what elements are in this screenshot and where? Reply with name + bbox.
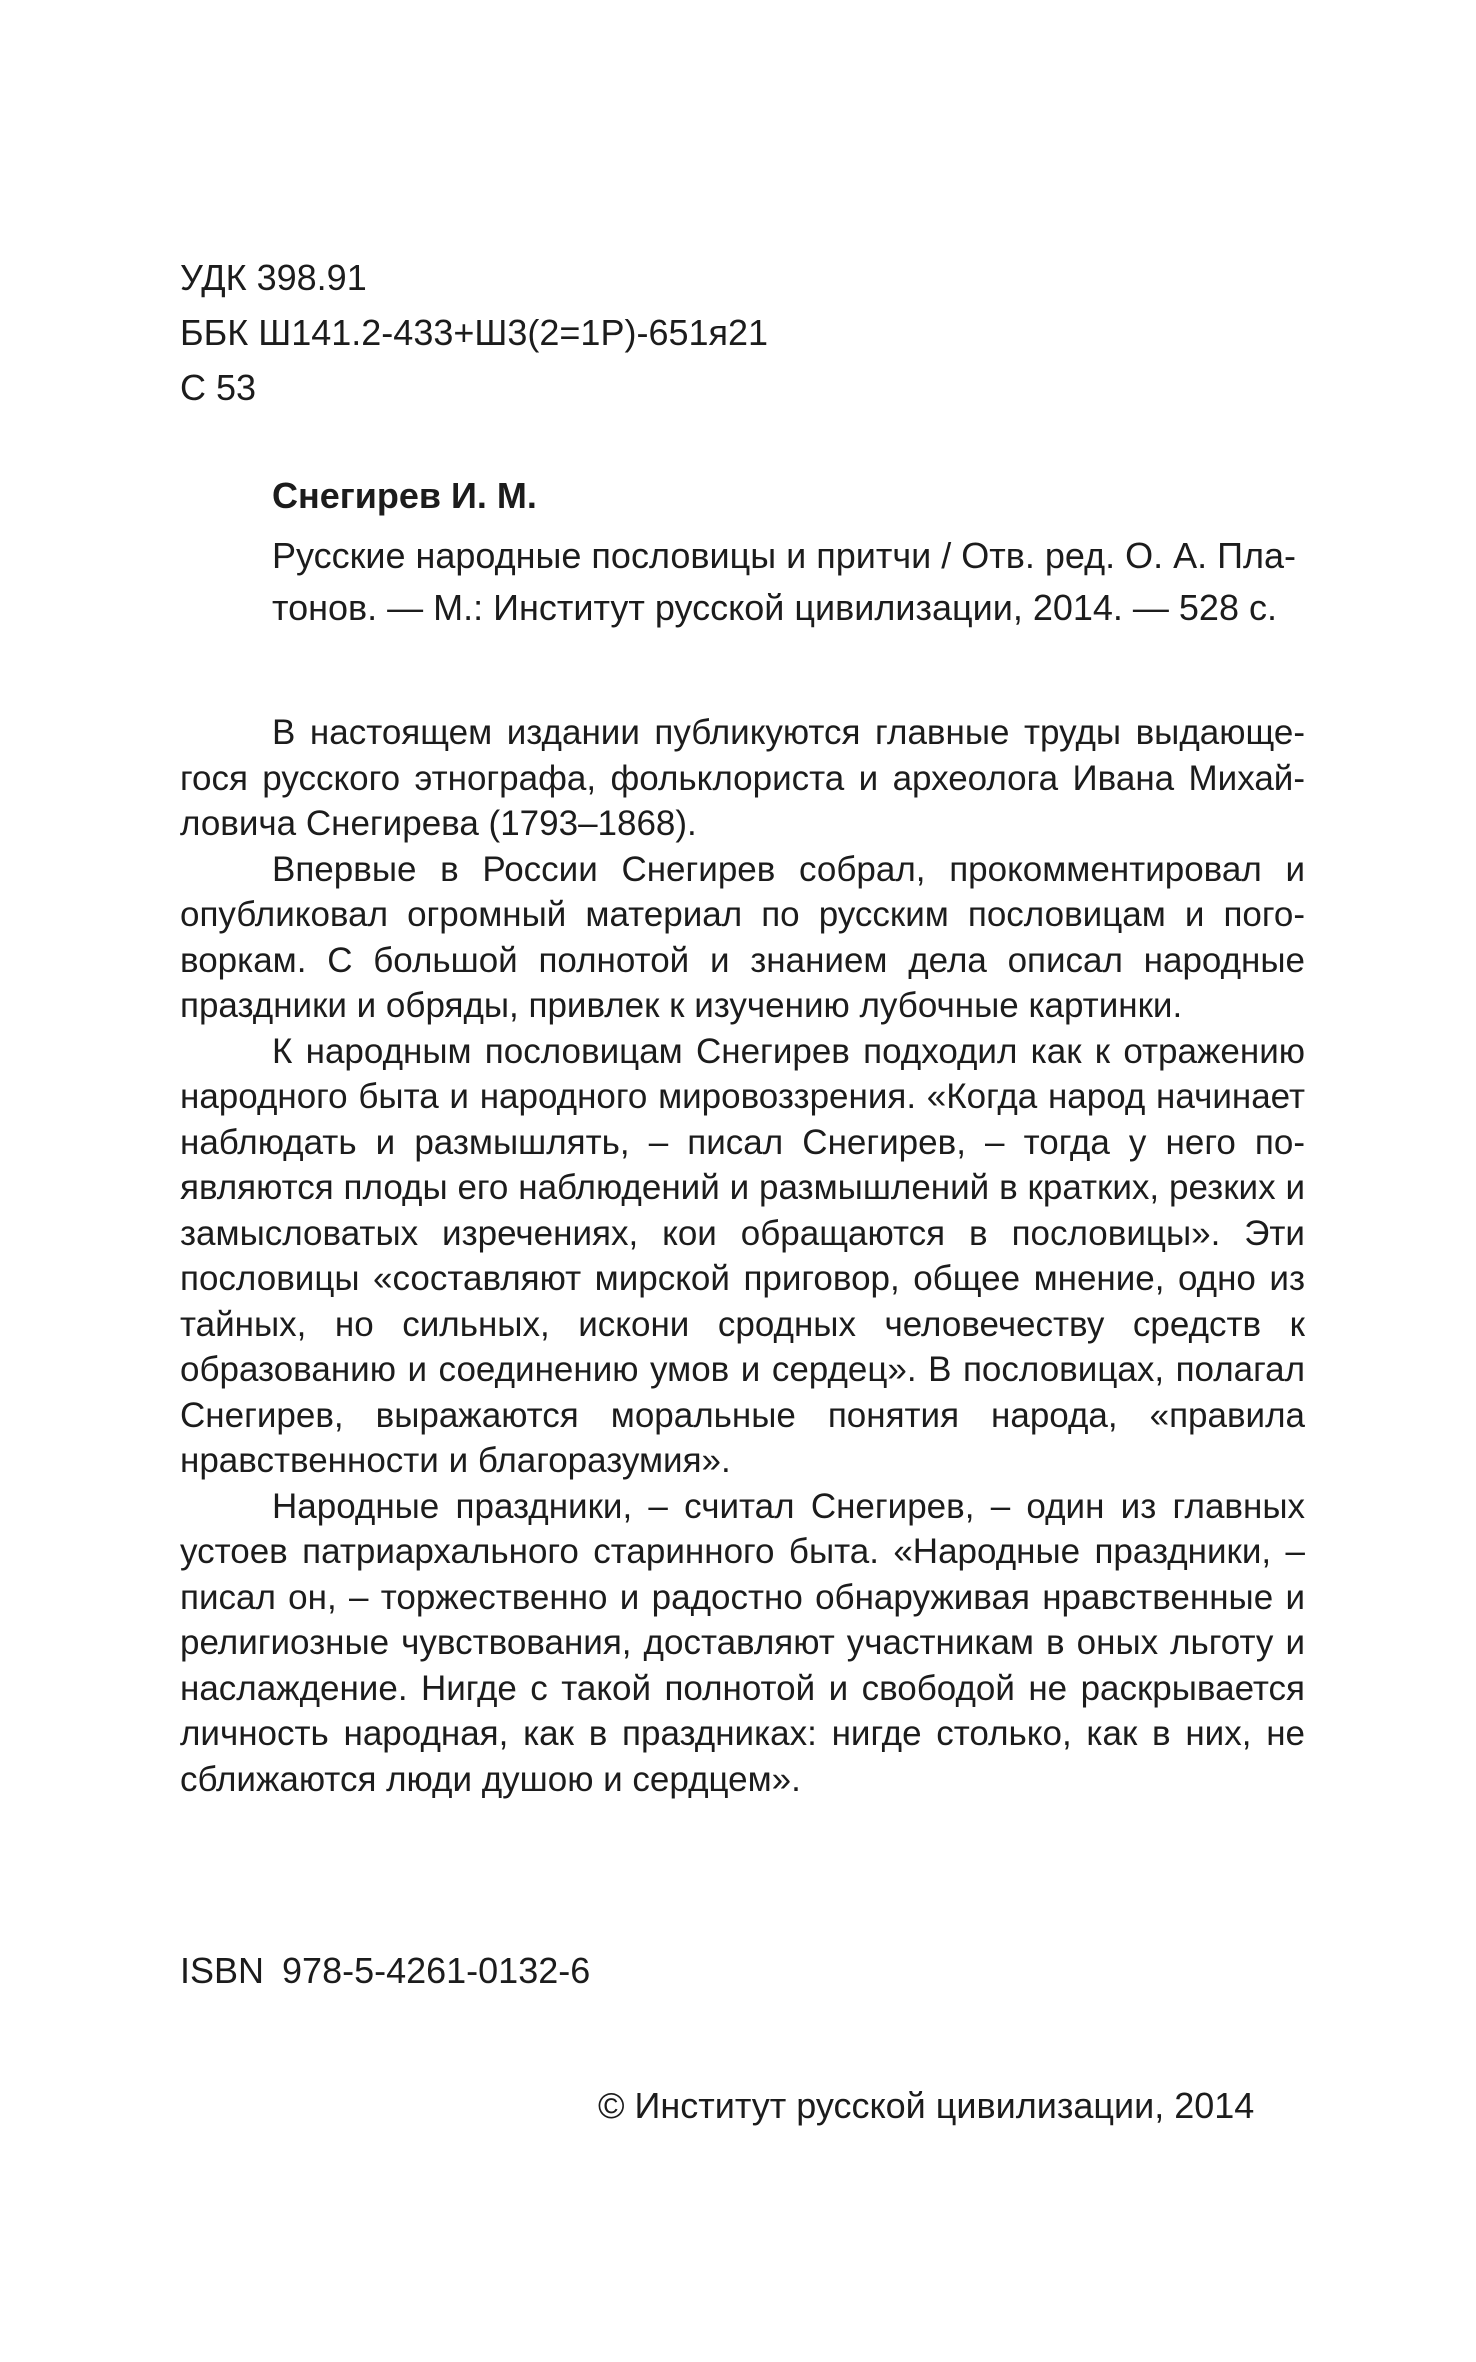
title-line-1: Русские народные пословицы и притчи / Отв. ред. О. А. Пла- bbox=[272, 535, 1296, 576]
udk-code: УДК 398.91 bbox=[180, 257, 367, 298]
bibliographic-record bbox=[272, 470, 1312, 634]
annotation-paragraph-2: Впервые в России Снегирев собрал, прокомментировал и опубликовал огромный материал по русским пословицам и поговоркам. С большой полнотой и знанием дела описал народные праздники и обряды, привлек к изучению лубочные картинки. bbox=[180, 849, 1305, 1025]
copyright: © Институт русской цивилизации, 2014 bbox=[598, 2085, 1255, 2126]
classification-codes bbox=[180, 250, 768, 415]
annotation bbox=[180, 710, 1305, 1802]
annotation-paragraph-1: В настоящем издании публикуются главные труды выдающегося русского этнографа, фольклориста и археолога Ивана Михайловича Снегирева (1793–1868). bbox=[180, 713, 1305, 843]
annotation-paragraph-4: Народные праздники, – считал Снегирев, – один из главных устоев патриархального старинного быта. «Народные праздники, – писал он, – торжественно и радостно обнаруживая нравственные и религиозные чувствования, доставляют участникам в оных льготу и наслаждение. Нигде с такой полнотой и свободой не раскрывается личность народная, как в праздниках: нигде столько, как в них, не сближаются люди душою и сердцем». bbox=[180, 1486, 1305, 1799]
annotation-paragraph-3: К народным пословицам Снегирев подходил как к отражению народного быта и народного мировоззрения. «Когда народ начинает наблюдать и размышлять, – писал Снегирев, – тогда у него появляются плоды его наблюдений и размышлений в кратких, резких и замысловатых изречениях, кои обращаются в пословицы». Эти пословицы «составляют мирской приговор, общее мнение, одно из тайных, но сильных, искони сродных человечеству средств к образованию и соединению умов и сердец». В пословицах, полагал Снегирев, выражаются моральные понятия народа, «правила нравственности и благоразумия». bbox=[180, 1031, 1305, 1480]
title-line-2: тонов. — М.: Институт русской цивилизации, 2014. — 528 с. bbox=[272, 587, 1277, 628]
isbn: ISBN 978-5-4261-0132-6 bbox=[180, 1950, 591, 1991]
bbk-code: ББК Ш141.2-433+Ш3(2=1Р)-651я21 bbox=[180, 312, 769, 353]
author-sign: С 53 bbox=[180, 367, 257, 408]
author-name: Снегирев И. М. bbox=[272, 475, 537, 516]
